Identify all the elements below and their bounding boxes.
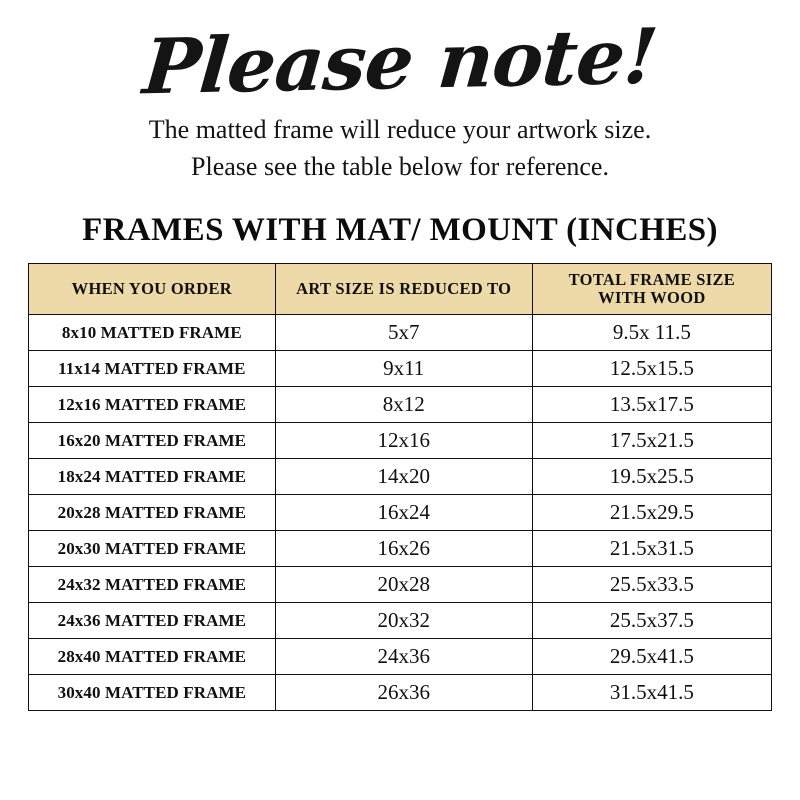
cell-total-frame-size: 21.5x31.5 (532, 531, 771, 567)
cell-total-frame-size: 17.5x21.5 (532, 423, 771, 459)
cell-reduced-size: 8x12 (275, 387, 532, 423)
cell-reduced-size: 24x36 (275, 639, 532, 675)
table-row (29, 423, 772, 459)
cell-reduced-size: 26x36 (275, 675, 532, 711)
column-header-total-frame-size (532, 264, 771, 315)
column-header-total-frame-size-line-1: TOTAL FRAME SIZE (568, 269, 736, 289)
cell-reduced-size: 9x11 (275, 351, 532, 387)
cell-reduced-size: 20x28 (275, 567, 532, 603)
cell-order: 24x32 MATTED FRAME (29, 567, 276, 603)
cell-total-frame-size: 29.5x41.5 (532, 639, 771, 675)
table-row (29, 495, 772, 531)
subtitle-block (0, 112, 800, 186)
cell-order: 12x16 MATTED FRAME (29, 387, 276, 423)
cell-total-frame-size: 31.5x41.5 (532, 675, 771, 711)
table-row (29, 531, 772, 567)
table-row (29, 567, 772, 603)
column-header-when-you-order: WHEN YOU ORDER (29, 264, 276, 315)
cell-order: 18x24 MATTED FRAME (29, 459, 276, 495)
cell-total-frame-size: 21.5x29.5 (532, 495, 771, 531)
cell-order: 20x30 MATTED FRAME (29, 531, 276, 567)
cell-order: 8x10 MATTED FRAME (29, 315, 276, 351)
subtitle-line-2: Please see the table below for reference. (191, 152, 609, 182)
table-heading: FRAMES WITH MAT/ MOUNT (INCHES) (82, 212, 718, 248)
size-table-container (28, 263, 772, 711)
table-row (29, 351, 772, 387)
table-row (29, 675, 772, 711)
table-row (29, 459, 772, 495)
cell-order: 16x20 MATTED FRAME (29, 423, 276, 459)
cell-reduced-size: 5x7 (275, 315, 532, 351)
table-header-row (29, 264, 772, 315)
table-row (29, 315, 772, 351)
table-body (29, 315, 772, 711)
column-header-art-size-reduced: ART SIZE IS REDUCED TO (275, 264, 532, 315)
cell-reduced-size: 20x32 (275, 603, 532, 639)
table-row (29, 639, 772, 675)
page-title: Please note! (139, 11, 661, 112)
table-row (29, 387, 772, 423)
cell-reduced-size: 16x24 (275, 495, 532, 531)
column-header-total-frame-size-line-2: WITH WOOD (598, 288, 706, 307)
cell-total-frame-size: 9.5x 11.5 (532, 315, 771, 351)
cell-reduced-size: 16x26 (275, 531, 532, 567)
cell-reduced-size: 14x20 (275, 459, 532, 495)
table-row (29, 603, 772, 639)
cell-total-frame-size: 12.5x15.5 (532, 351, 771, 387)
title-block (0, 0, 800, 112)
cell-total-frame-size: 19.5x25.5 (532, 459, 771, 495)
subtitle-line-1: The matted frame will reduce your artwork size. (148, 115, 652, 145)
cell-order: 20x28 MATTED FRAME (29, 495, 276, 531)
cell-total-frame-size: 25.5x33.5 (532, 567, 771, 603)
table-header (29, 264, 772, 315)
cell-order: 24x36 MATTED FRAME (29, 603, 276, 639)
cell-reduced-size: 12x16 (275, 423, 532, 459)
frame-size-table (28, 263, 772, 711)
cell-total-frame-size: 13.5x17.5 (532, 387, 771, 423)
cell-order: 30x40 MATTED FRAME (29, 675, 276, 711)
cell-order: 28x40 MATTED FRAME (29, 639, 276, 675)
cell-order: 11x14 MATTED FRAME (29, 351, 276, 387)
cell-total-frame-size: 25.5x37.5 (532, 603, 771, 639)
